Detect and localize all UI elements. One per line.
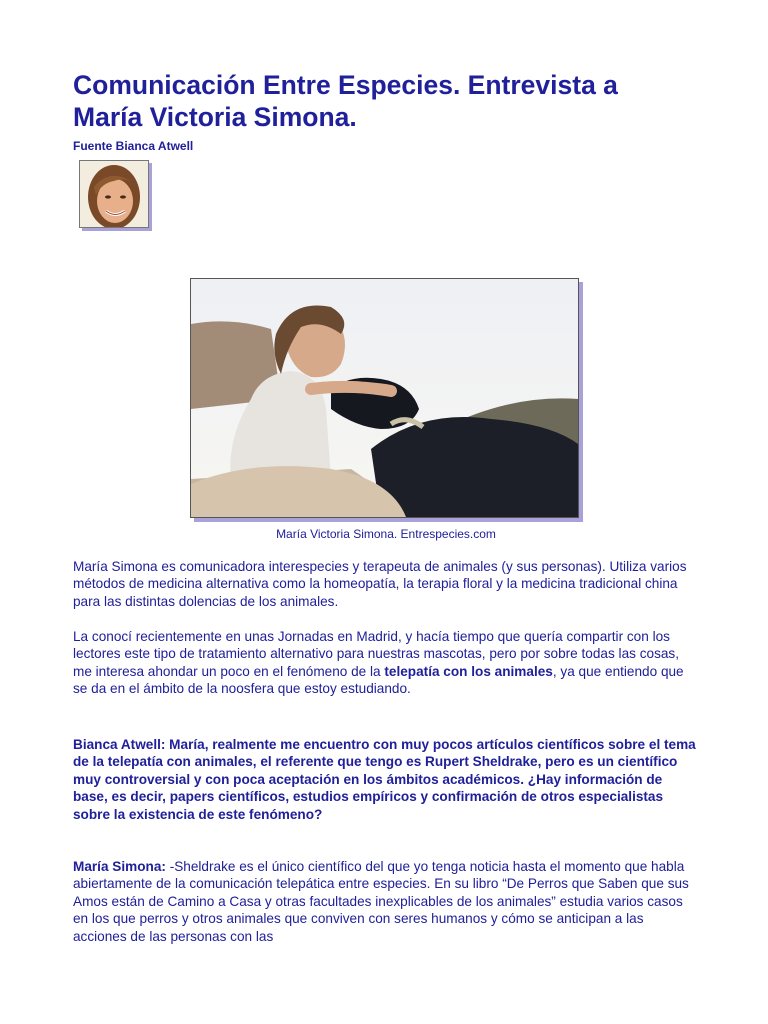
context-text-start: La conocí recientemente en unas Jornadas en Madrid, y hacía tiempo que quería compartir con los lectores este tipo de tratamiento alternativo para nuestras mascotas, pero por sobre todas las cosas, me interesa ahondar un poco en el fenómeno de la xyxy=(73,629,679,679)
answer-speaker: María Simona: xyxy=(73,859,166,874)
article-photo xyxy=(190,278,579,518)
answer-text: -Sheldrake es el único científico del que yo tenga noticia hasta el momento que habla abiertamente de la comunicación telepática entre especies. En su libro “De Perros que Saben que sus Amos están de Camino a Casa y otras facultades inexplicables de los animales” estudia varios casos en los que perros y otros animales que conviven con seres humanos y cómo se anticipan a las acciones de las personas con las xyxy=(73,859,689,944)
article-source: Fuente Bianca Atwell xyxy=(73,139,194,153)
telepathy-highlight: telepatía con los animales xyxy=(384,663,553,679)
intro-paragraph: María Simona es comunicadora interespecies y terapeuta de animales (y sus personas). Utiliza varios métodos de medicina alternativa como la homeopatía, la terapia floral y la medicina tradicional china para las distintas dolencias de los animales. xyxy=(73,559,687,609)
interview-answer xyxy=(73,858,698,945)
photo-caption: María Victoria Simona. Entrespecies.com xyxy=(276,527,496,541)
context-text-end: , ya que entiendo que se da en el ámbito de la noosfera que estoy estudiando. xyxy=(73,663,684,697)
author-portrait xyxy=(79,160,149,228)
article-title: Comunicación Entre Especies. Entrevista a María Victoria Simona. xyxy=(73,70,618,132)
context-paragraph xyxy=(73,628,698,698)
interview-question: Bianca Atwell: María, realmente me encuentro con muy pocos artículos científicos sobre el tema de la telepatía con animales, el referente que tengo es Rupert Sheldrake, pero es un científico muy controversial y con poca aceptación en los ámbitos académicos. ¿Hay información de base, es decir, papers científicos, estudios empíricos y confirmación de otros especialistas sobre la existencia de este fenómeno? xyxy=(73,737,696,822)
